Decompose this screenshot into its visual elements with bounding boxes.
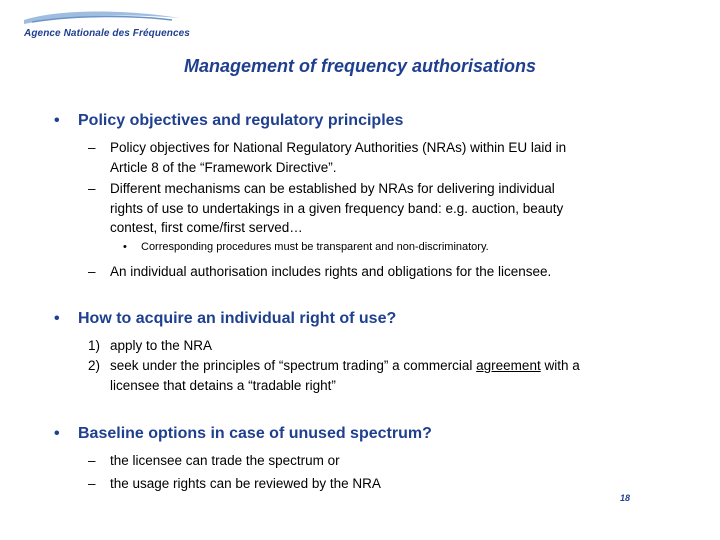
bullet-icon: • xyxy=(54,112,60,129)
logo-text: Agence Nationale des Fréquences xyxy=(24,28,190,39)
slide-title: Management of frequency authorisations xyxy=(183,56,537,76)
dash-icon: – xyxy=(88,453,96,468)
dash-icon: – xyxy=(88,264,96,279)
agreement-link[interactable]: agreement xyxy=(476,358,541,373)
item-number: 1) xyxy=(88,338,101,353)
bullet-icon: • xyxy=(123,241,127,253)
logo-swoosh-icon xyxy=(22,8,182,28)
numbered-item-text xyxy=(110,356,690,376)
sub-item-text: the licensee can trade the spectrum or xyxy=(110,453,340,468)
text-fragment: seek under the principles of “spectrum trading” a commercial xyxy=(110,358,477,373)
bullet-text: How to acquire an individual right of use? xyxy=(78,310,397,327)
agency-logo xyxy=(22,8,190,42)
bullet-icon: • xyxy=(54,425,60,442)
sub-item-text: Different mechanisms can be established by NRAs for delivering individual rights of use to undertakings in a given frequency band: e.g. auction, beauty contest, first come/first served… xyxy=(110,181,564,235)
sub-item-text: the usage rights can be reviewed by the NRA xyxy=(110,476,381,491)
page-number: 18 xyxy=(620,493,631,503)
dash-icon: – xyxy=(88,181,96,196)
numbered-item-text: apply to the NRA xyxy=(110,338,213,353)
bullet-icon: • xyxy=(54,310,60,327)
item-number: 2) xyxy=(88,358,101,373)
text-fragment: with a xyxy=(540,358,580,373)
dash-icon: – xyxy=(88,476,96,491)
bullet-text: Baseline options in case of unused spectrum? xyxy=(78,425,432,442)
sub-item-text: An individual authorisation includes rights and obligations for the licensee. xyxy=(110,264,552,279)
bullet-text: Policy objectives and regulatory principles xyxy=(78,112,404,129)
sub-item-text: Policy objectives for National Regulatory Authorities (NRAs) within EU laid in Article 8 of the “Framework Directive”. xyxy=(110,140,567,175)
dash-icon: – xyxy=(88,140,96,155)
numbered-item-text: licensee that detains a “tradable right” xyxy=(110,378,336,393)
sub-sub-item-text: Corresponding procedures must be transparent and non-discriminatory. xyxy=(141,241,489,253)
